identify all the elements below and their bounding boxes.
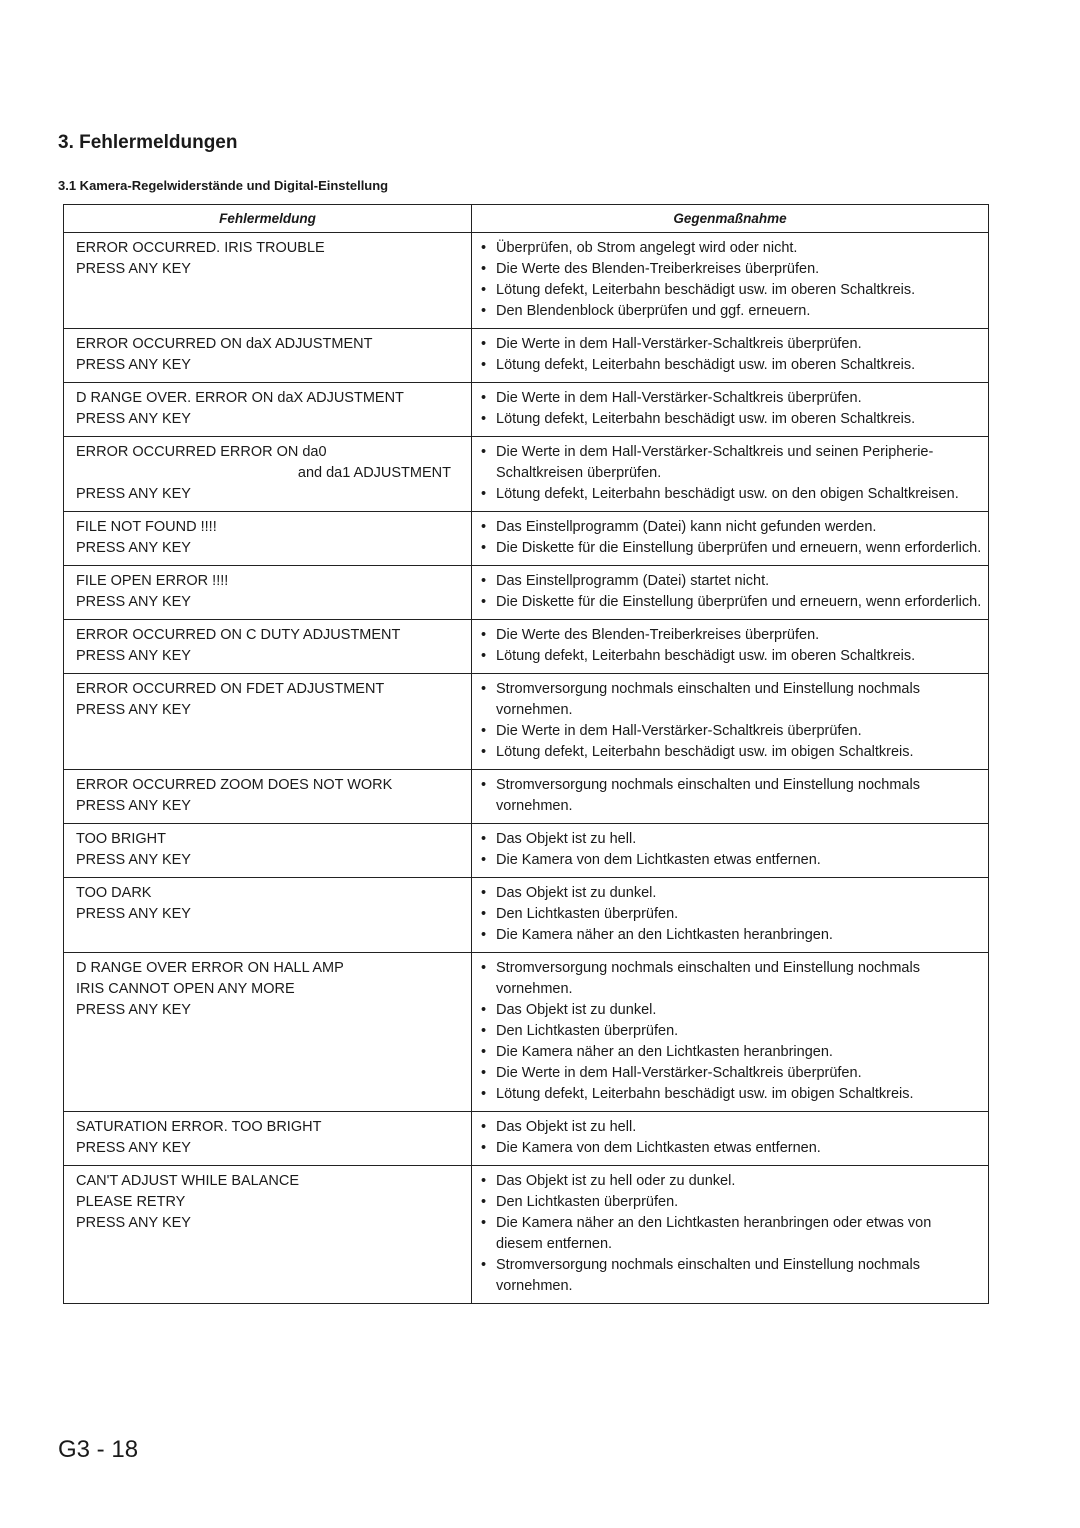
countermeasure-cell	[472, 674, 989, 770]
countermeasure-cell	[472, 566, 989, 620]
countermeasure-item: • Stromversorgung nochmals einschalten und Einstellung nochmals vornehmen.	[478, 958, 982, 1000]
countermeasure-item: • Die Kamera näher an den Lichtkasten heranbringen oder etwas von diesem entfernen.	[478, 1213, 982, 1255]
countermeasure-item: • Das Einstellprogramm (Datei) startet nicht.	[478, 571, 982, 592]
countermeasure-item: • Die Werte in dem Hall-Verstärker-Schaltkreis überprüfen.	[478, 388, 982, 409]
error-message-cell	[64, 824, 472, 878]
countermeasure-item: • Stromversorgung nochmals einschalten und Einstellung nochmals vornehmen.	[478, 775, 982, 817]
countermeasure-cell	[472, 233, 989, 329]
countermeasure-item: • Lötung defekt, Leiterbahn beschädigt usw. im obigen Schaltkreis.	[478, 1084, 982, 1105]
countermeasure-item: • Das Einstellprogramm (Datei) kann nicht gefunden werden.	[478, 517, 982, 538]
message-line: PRESS ANY KEY	[76, 1002, 191, 1018]
countermeasure-cell	[472, 620, 989, 674]
page-number: G3 - 18	[58, 1436, 139, 1463]
error-message-cell	[64, 383, 472, 437]
countermeasure-item: • Die Kamera näher an den Lichtkasten heranbringen.	[478, 925, 982, 946]
table-row	[64, 674, 989, 770]
countermeasure-item: • Die Kamera von dem Lichtkasten etwas entfernen.	[478, 850, 982, 871]
error-message-cell	[64, 620, 472, 674]
table-row	[64, 953, 989, 1112]
message-line: PRESS ANY KEY	[76, 594, 191, 610]
countermeasure-item: • Lötung defekt, Leiterbahn beschädigt usw. im obigen Schaltkreis.	[478, 742, 982, 763]
countermeasure-cell	[472, 329, 989, 383]
countermeasure-item: • Den Lichtkasten überprüfen.	[478, 1021, 982, 1042]
message-line: SATURATION ERROR. TOO BRIGHT	[76, 1119, 322, 1135]
message-line: PLEASE RETRY	[76, 1194, 186, 1210]
message-line: D RANGE OVER ERROR ON HALL AMP	[76, 960, 344, 976]
message-line: PRESS ANY KEY	[76, 486, 191, 502]
countermeasure-item: • Den Blendenblock überprüfen und ggf. erneuern.	[478, 301, 982, 322]
countermeasure-item: • Die Werte in dem Hall-Verstärker-Schaltkreis überprüfen.	[478, 721, 982, 742]
error-message-cell	[64, 566, 472, 620]
table-row	[64, 1166, 989, 1304]
countermeasure-cell	[472, 770, 989, 824]
message-line: PRESS ANY KEY	[76, 1215, 191, 1231]
table-row	[64, 1112, 989, 1166]
table-row	[64, 824, 989, 878]
countermeasure-item: • Die Kamera näher an den Lichtkasten heranbringen.	[478, 1042, 982, 1063]
countermeasure-item: • Die Werte in dem Hall-Verstärker-Schaltkreis überprüfen.	[478, 334, 982, 355]
message-line: PRESS ANY KEY	[76, 648, 191, 664]
countermeasure-item: • Überprüfen, ob Strom angelegt wird oder nicht.	[478, 238, 982, 259]
column-header-message: Fehlermeldung	[64, 205, 472, 233]
message-line: CAN'T ADJUST WHILE BALANCE	[76, 1173, 300, 1189]
table-row	[64, 770, 989, 824]
countermeasure-cell	[472, 1112, 989, 1166]
message-line: FILE NOT FOUND !!!!	[76, 519, 217, 535]
table-row	[64, 620, 989, 674]
table-row	[64, 329, 989, 383]
message-line: PRESS ANY KEY	[76, 411, 191, 427]
countermeasure-cell	[472, 512, 989, 566]
countermeasure-item: • Die Kamera von dem Lichtkasten etwas entfernen.	[478, 1138, 982, 1159]
table-row	[64, 233, 989, 329]
countermeasure-item: • Lötung defekt, Leiterbahn beschädigt usw. im oberen Schaltkreis.	[478, 409, 982, 430]
message-line: PRESS ANY KEY	[76, 540, 191, 556]
countermeasure-cell	[472, 953, 989, 1112]
countermeasure-item: • Stromversorgung nochmals einschalten und Einstellung nochmals vornehmen.	[478, 679, 982, 721]
table-row	[64, 512, 989, 566]
section-title: 3. Fehlermeldungen	[58, 132, 238, 153]
countermeasure-item: • Den Lichtkasten überprüfen.	[478, 904, 982, 925]
message-line: ERROR OCCURRED ON C DUTY ADJUSTMENT	[76, 627, 401, 643]
message-line: D RANGE OVER. ERROR ON daX ADJUSTMENT	[76, 390, 404, 406]
subsection-title: 3.1 Kamera-Regelwiderstände und Digital-Einstellung	[58, 178, 389, 193]
message-line: TOO BRIGHT	[76, 831, 166, 847]
message-line: FILE OPEN ERROR !!!!	[76, 573, 229, 589]
message-line: PRESS ANY KEY	[76, 798, 191, 814]
error-message-cell	[64, 1166, 472, 1304]
error-message-cell	[64, 953, 472, 1112]
table-row	[64, 566, 989, 620]
message-line: PRESS ANY KEY	[76, 906, 191, 922]
countermeasure-item: • Die Werte in dem Hall-Verstärker-Schaltkreis überprüfen.	[478, 1063, 982, 1084]
error-message-cell	[64, 233, 472, 329]
countermeasure-item: • Das Objekt ist zu hell.	[478, 829, 982, 850]
countermeasure-item: • Die Werte in dem Hall-Verstärker-Schaltkreis und seinen Peripherie-Schaltkreisen überprüfen.	[478, 442, 982, 484]
error-message-cell	[64, 512, 472, 566]
countermeasure-item: • Lötung defekt, Leiterbahn beschädigt usw. im oberen Schaltkreis.	[478, 355, 982, 376]
countermeasure-item: • Das Objekt ist zu hell.	[478, 1117, 982, 1138]
countermeasure-cell	[472, 824, 989, 878]
error-message-cell	[64, 878, 472, 953]
error-message-cell	[64, 1112, 472, 1166]
countermeasure-item: • Das Objekt ist zu dunkel.	[478, 883, 982, 904]
countermeasure-item: • Stromversorgung nochmals einschalten und Einstellung nochmals vornehmen.	[478, 1255, 982, 1297]
countermeasure-cell	[472, 383, 989, 437]
countermeasure-item: • Lötung defekt, Leiterbahn beschädigt usw. im oberen Schaltkreis.	[478, 646, 982, 667]
error-message-table	[63, 204, 989, 1304]
countermeasure-item: • Die Diskette für die Einstellung überprüfen und erneuern, wenn erforderlich.	[478, 592, 982, 613]
message-line: ERROR OCCURRED ZOOM DOES NOT WORK	[76, 777, 393, 793]
message-line: IRIS CANNOT OPEN ANY MORE	[76, 981, 295, 997]
countermeasure-item: • Den Lichtkasten überprüfen.	[478, 1192, 982, 1213]
countermeasure-item: • Das Objekt ist zu hell oder zu dunkel.	[478, 1171, 982, 1192]
message-line: TOO DARK	[76, 885, 152, 901]
error-message-cell	[64, 329, 472, 383]
countermeasure-item: • Die Werte des Blenden-Treiberkreises überprüfen.	[478, 625, 982, 646]
countermeasure-item: • Lötung defekt, Leiterbahn beschädigt usw. on den obigen Schaltkreisen.	[478, 484, 982, 505]
countermeasure-cell	[472, 437, 989, 512]
error-message-cell	[64, 437, 472, 512]
countermeasure-cell	[472, 1166, 989, 1304]
message-line: PRESS ANY KEY	[76, 702, 191, 718]
table-row	[64, 383, 989, 437]
error-message-cell	[64, 770, 472, 824]
countermeasure-item: • Die Werte des Blenden-Treiberkreises überprüfen.	[478, 259, 982, 280]
table-header-row	[64, 205, 989, 233]
message-line: ERROR OCCURRED ON daX ADJUSTMENT	[76, 336, 373, 352]
countermeasure-cell	[472, 878, 989, 953]
table-row	[64, 878, 989, 953]
message-line: PRESS ANY KEY	[76, 261, 191, 277]
message-line: and da1 ADJUSTMENT	[297, 465, 451, 481]
message-line: ERROR OCCURRED ON FDET ADJUSTMENT	[76, 681, 385, 697]
message-line: ERROR OCCURRED ERROR ON da0	[76, 444, 327, 460]
countermeasure-item: • Lötung defekt, Leiterbahn beschädigt usw. im oberen Schaltkreis.	[478, 280, 982, 301]
message-line: PRESS ANY KEY	[76, 852, 191, 868]
countermeasure-item: • Das Objekt ist zu dunkel.	[478, 1000, 982, 1021]
message-line: PRESS ANY KEY	[76, 1140, 191, 1156]
countermeasure-item: • Die Diskette für die Einstellung überprüfen und erneuern, wenn erforderlich.	[478, 538, 982, 559]
error-message-cell	[64, 674, 472, 770]
message-line: PRESS ANY KEY	[76, 357, 191, 373]
table-row	[64, 437, 989, 512]
message-line: ERROR OCCURRED. IRIS TROUBLE	[76, 240, 325, 256]
column-header-action: Gegenmaßnahme	[472, 205, 989, 233]
